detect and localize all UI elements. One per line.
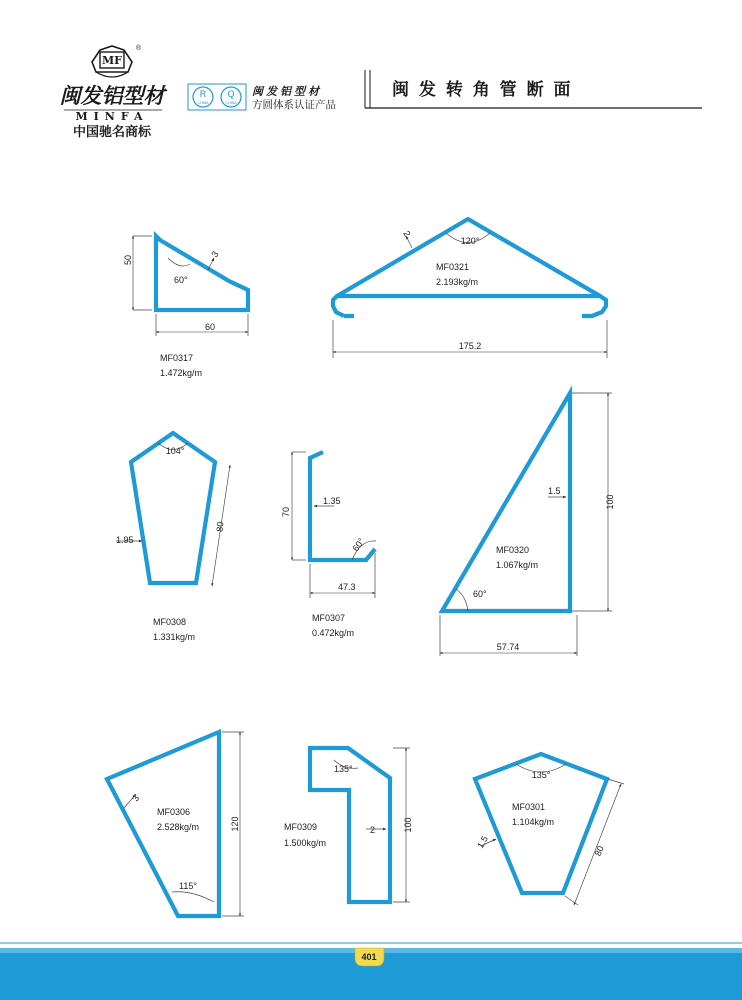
mf0308-thickness: 1.95 [116,535,134,545]
brand-name-cn: 闽发铝型材 [59,83,165,108]
profile-mf0301 [475,754,624,905]
cert-brand: 闽发铝型材 [252,85,322,98]
page-title [365,70,702,108]
mf0317-height: 50 [123,254,133,266]
mf0321-angle: 120° [460,236,480,246]
mf0301-code: MF0301 [512,802,546,812]
profile-mf0306 [107,732,244,916]
mf0308-weight: 1.331kg/m [153,632,196,642]
mf0317-width: 60 [204,322,216,332]
mf0317-code: MF0317 [160,353,194,363]
certification-block [188,84,336,111]
mf0301-weight: 1.104kg/m [512,817,555,827]
mf0317-angle: 60° [174,275,188,285]
mf0307-weight: 0.472kg/m [312,628,355,638]
mf0309-height: 100 [403,817,413,833]
brand-name-en: MINFA [75,110,149,123]
brand-tagline: 中国驰名商标 [72,125,152,140]
cert-q-icon [221,87,241,107]
mf0321-width: 175.2 [458,341,482,351]
profile-mf0308 [116,433,230,642]
profile-mf0309 [284,748,413,902]
mf0301-side: 80 [592,844,606,858]
page-title-text: 闽 发 转 角 管 断 面 [392,80,573,100]
mf0308-angle: 104° [165,446,185,456]
mf0301-angle: 135° [531,770,551,780]
cert-r-letter: R [199,89,207,99]
profile-mf0320 [440,393,615,656]
mf0301-thickness: 1.5 [475,834,490,850]
mf0309-thickness: 2 [370,825,376,835]
mf0309-code: MF0309 [284,822,318,832]
logo-emblem-icon [92,44,142,77]
mf0321-thickness: 2 [401,229,413,239]
mf0307-thickness: 1.35 [323,496,341,506]
mf0309-angle: 135° [334,764,353,774]
mf0320-weight: 1.067kg/m [496,560,539,570]
mf0320-width: 57.74 [496,642,520,652]
mf0320-angle: 60° [473,589,487,599]
cert-q-country: CHINA [225,101,237,105]
mf0309-weight: 1.500kg/m [284,838,327,848]
mf0317-weight: 1.472kg/m [160,368,203,378]
cert-q-letter: Q [227,89,235,99]
mf0321-code: MF0321 [436,262,470,272]
logo-abbr: MF [102,54,122,67]
mf0306-height: 120 [230,816,240,832]
registered-mark: ® [136,45,142,52]
mf0321-weight: 2.193kg/m [436,277,479,287]
page-number: 401 [361,952,377,962]
mf0320-thickness: 1.5 [548,486,561,496]
mf0307-height: 70 [281,506,291,518]
mf0320-height: 100 [605,494,615,510]
mf0308-side: 80 [214,521,226,533]
footer-band [0,943,742,1000]
mf0307-angle: 60° [350,536,367,554]
cert-r-icon [193,87,213,107]
mf0308-code: MF0308 [153,617,187,627]
mf0307-width: 47.3 [338,582,356,592]
mf0306-code: MF0306 [157,807,191,817]
profile-mf0307 [281,452,376,638]
cert-text: 方圆体系认证产品 [252,99,336,111]
brand-logo [60,44,168,140]
profile-mf0321 [333,219,607,358]
mf0306-weight: 2.528kg/m [157,822,200,832]
mf0320-code: MF0320 [496,545,530,555]
mf0317-thickness: 3 [209,249,221,260]
cert-r-country: CHINA [197,101,209,105]
mf0306-thickness: 3 [130,793,142,803]
mf0306-angle: 115° [179,881,197,891]
profile-mf0317 [123,236,248,378]
mf0307-code: MF0307 [312,613,346,623]
